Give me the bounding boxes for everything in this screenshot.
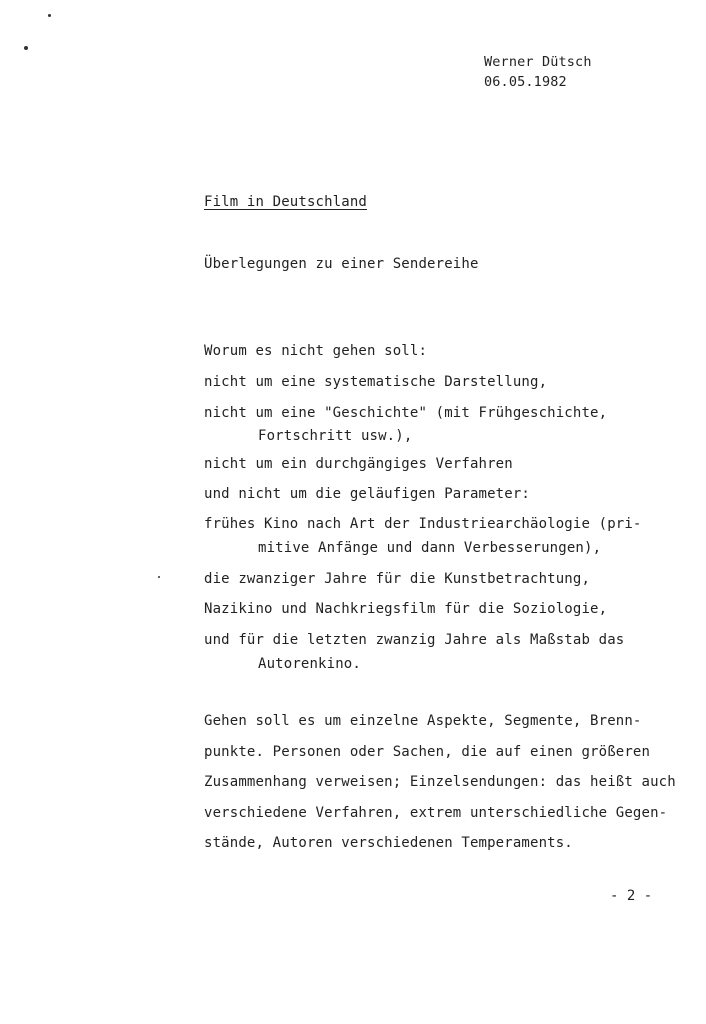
document-title: Film in Deutschland: [204, 194, 367, 210]
page-number: - 2 -: [610, 888, 653, 904]
body-line: nicht um eine "Geschichte" (mit Frühgeschichte,: [204, 405, 608, 421]
body-line: und nicht um die geläufigen Parameter:: [204, 486, 530, 502]
body-line: nicht um eine systematische Darstellung,: [204, 374, 548, 390]
body-line: frühes Kino nach Art der Industriearchäologie (pri-: [204, 516, 642, 532]
body-line: Gehen soll es um einzelne Aspekte, Segmente, Brenn-: [204, 713, 642, 729]
document-date: 06.05.1982: [484, 74, 567, 90]
scan-speck: [24, 46, 28, 50]
body-line: die zwanziger Jahre für die Kunstbetrachtung,: [204, 571, 591, 587]
body-line: Fortschritt usw.),: [258, 428, 413, 444]
body-line: stände, Autoren verschiedenen Temperaments.: [204, 835, 573, 851]
author-name: Werner Dütsch: [484, 54, 592, 70]
body-line: Nazikino und Nachkriegsfilm für die Soziologie,: [204, 601, 608, 617]
body-line: nicht um ein durchgängiges Verfahren: [204, 456, 513, 472]
scan-speck: [158, 576, 160, 578]
body-line: punkte. Personen oder Sachen, die auf einen größeren: [204, 744, 651, 760]
body-line: verschiedene Verfahren, extrem unterschiedliche Gegen-: [204, 805, 668, 821]
body-line: Zusammenhang verweisen; Einzelsendungen: das heißt auch: [204, 774, 676, 790]
body-line: und für die letzten zwanzig Jahre als Maßstab das: [204, 632, 625, 648]
section-heading: Worum es nicht gehen soll:: [204, 343, 428, 359]
document-subtitle: Überlegungen zu einer Sendereihe: [204, 256, 479, 272]
scan-speck: [48, 14, 51, 17]
body-line: Autorenkino.: [258, 656, 361, 672]
body-line: mitive Anfänge und dann Verbesserungen),: [258, 540, 602, 556]
